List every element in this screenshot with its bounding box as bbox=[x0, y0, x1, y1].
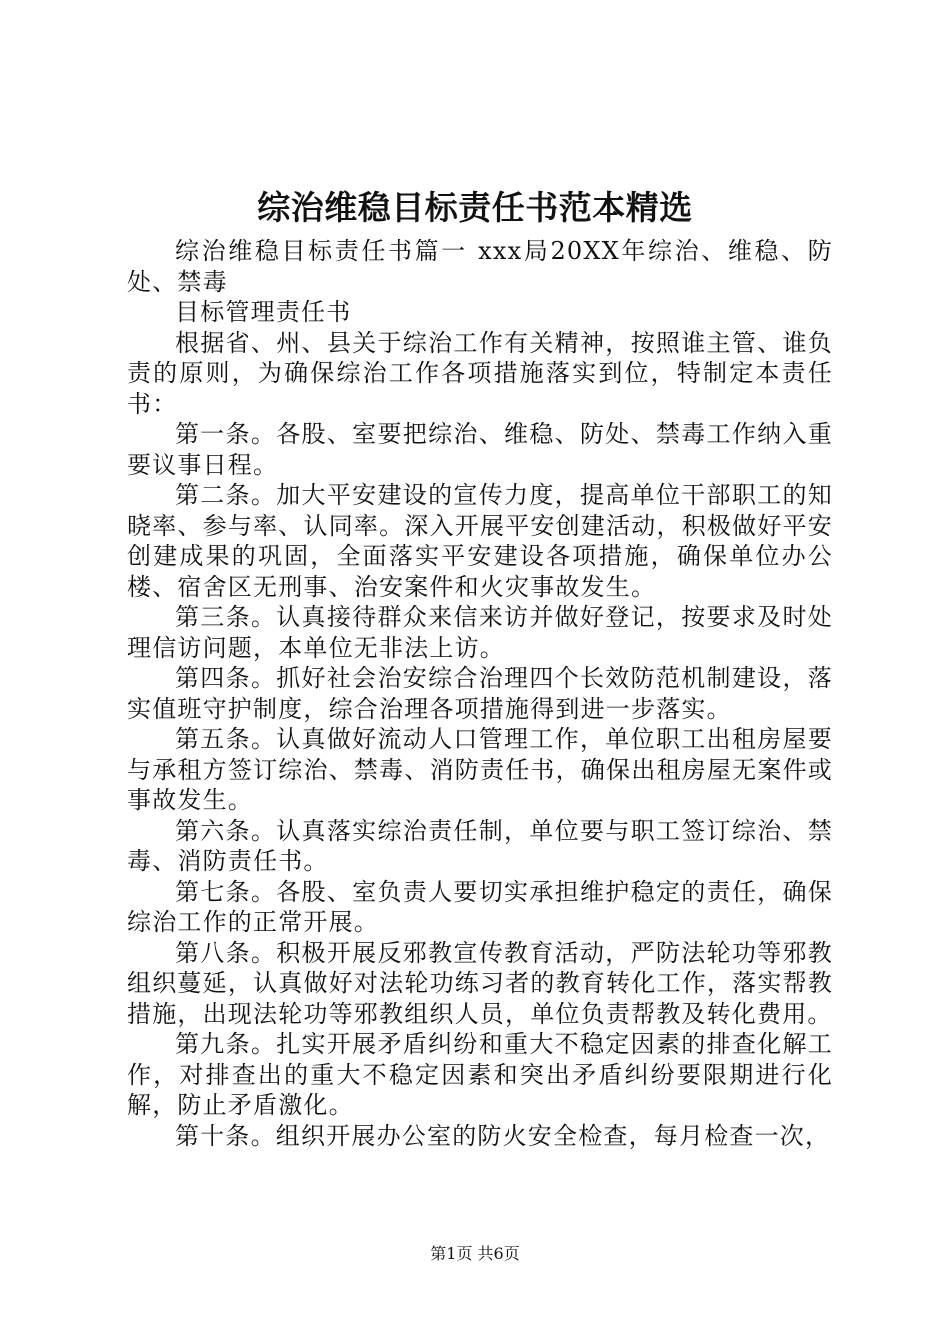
paragraph-preamble: 根据省、州、县关于综治工作有关精神，按照谁主管、谁负责的原则，为确保综治工作各项措施落实到位，特制定本责任书： bbox=[127, 328, 833, 418]
paragraph-article-2: 第二条。加大平安建设的宣传力度，提高单位干部职工的知晓率、参与率、认同率。深入开展平安创建活动，积极做好平安创建成果的巩固，全面落实平安建设各项措施，确保单位办公楼、宿舍区无刑事、治安案件和火灾事故发生。 bbox=[127, 481, 833, 601]
document-title: 综治维稳目标责任书范本精选 bbox=[257, 188, 693, 227]
paragraph-article-7: 第七条。各股、室负责人要切实承担维护稳定的责任，确保综治工作的正常开展。 bbox=[127, 877, 833, 936]
document-body bbox=[127, 236, 833, 1151]
paragraph-article-3: 第三条。认真接待群众来信来访并做好登记，按要求及时处理信访问题，本单位无非法上访。 bbox=[127, 603, 833, 662]
paragraph-article-9: 第九条。扎实开展矛盾纠纷和重大不稳定因素的排查化解工作，对排查出的重大不稳定因素和突出矛盾纠纷要限期进行化解，防止矛盾激化。 bbox=[127, 1030, 833, 1119]
paragraph-article-5: 第五条。认真做好流动人口管理工作，单位职工出租房屋要与承租方签订综治、禁毒、消防责任书，确保出租房屋无案件或事故发生。 bbox=[127, 725, 833, 814]
paragraph-article-10: 第十条。组织开展办公室的防火安全检查，每月检查一次， bbox=[175, 1121, 831, 1150]
paragraph-article-4: 第四条。抓好社会治安综合治理四个长效防范机制建设，落实值班守护制度，综合治理各项措施得到进一步落实。 bbox=[127, 664, 833, 723]
paragraph-heading: 目标管理责任书 bbox=[175, 298, 352, 326]
paragraph-article-1: 第一条。各股、室要把综治、维稳、防处、禁毒工作纳入重要议事日程。 bbox=[127, 420, 833, 479]
paragraph-article-6: 第六条。认真落实综治责任制，单位要与职工签订综治、禁毒、消防责任书。 bbox=[127, 816, 833, 875]
paragraph-intro: 综治维稳目标责任书篇一 xxx局20XX年综治、维稳、防处、禁毒 bbox=[127, 237, 833, 296]
paragraph-article-8: 第八条。积极开展反邪教宣传教育活动，严防法轮功等邪教组织蔓延，认真做好对法轮功练习者的教育转化工作，落实帮教措施，出现法轮功等邪教组织人员，单位负责帮教及转化费用。 bbox=[127, 938, 833, 1028]
page-number-footer: 第1页 共6页 bbox=[430, 1244, 520, 1263]
